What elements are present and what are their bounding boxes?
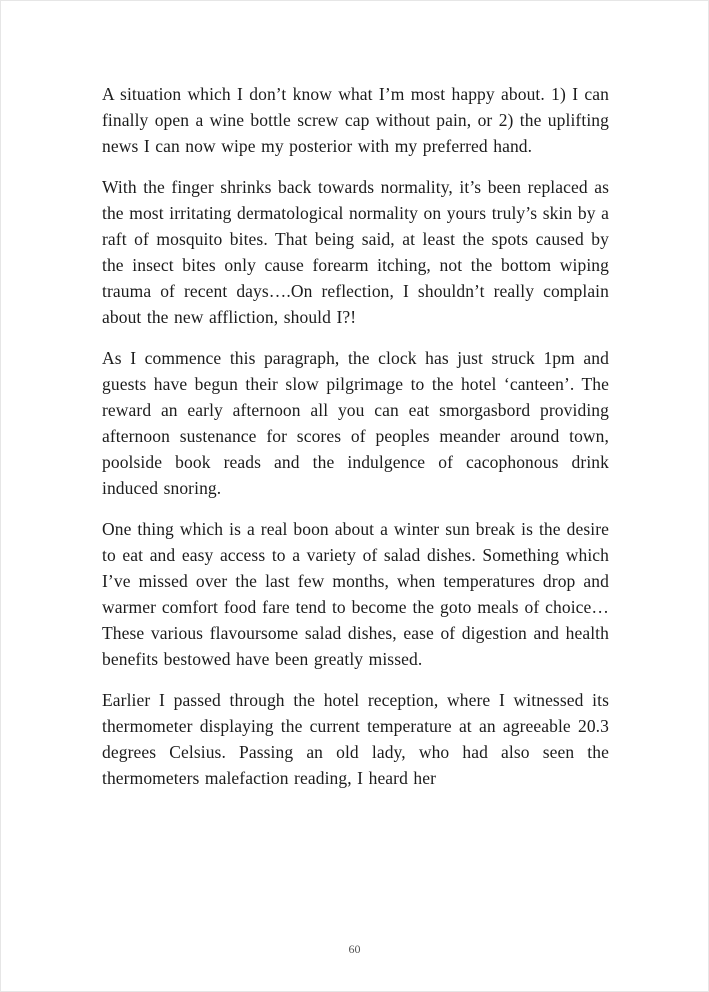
paragraph: A situation which I don’t know what I’m most happy about. 1) I can finally open a wine bottle screw cap without pain, or 2) the uplifting news I can now wipe my posterior with my preferred hand. (102, 84, 609, 156)
body-text (102, 81, 609, 806)
paragraph: One thing which is a real boon about a winter sun break is the desire to eat and easy access to a variety of salad dishes. Something which I’ve missed over the last few months, when temperatures drop and warmer comfort food fare tend to become the goto meals of choice… These various flavoursome salad dishes, ease of digestion and health benefits bestowed have been greatly missed. (102, 519, 609, 669)
paragraph: With the finger shrinks back towards normality, it’s been replaced as the most irritating dermatological normality on yours truly’s skin by a raft of mosquito bites. That being said, at least the spots caused by the insect bites only cause forearm itching, not the bottom wiping trauma of recent days….On reflection, I shouldn’t really complain about the new affliction, should I?! (102, 177, 609, 327)
paragraph: Earlier I passed through the hotel reception, where I witnessed its thermometer displaying the current temperature at an agreeable 20.3 degrees Celsius. Passing an old lady, who had also seen the thermometers malefaction reading, I heard her (102, 690, 609, 788)
page-number: 60 (348, 942, 361, 956)
paragraph: As I commence this paragraph, the clock has just struck 1pm and guests have begun their slow pilgrimage to the hotel ‘canteen’. The reward an early afternoon all you can eat smorgasbord providing afternoon sustenance for scores of peoples meander around town, poolside book reads and the indulgence of cacophonous drink induced snoring. (102, 348, 609, 498)
